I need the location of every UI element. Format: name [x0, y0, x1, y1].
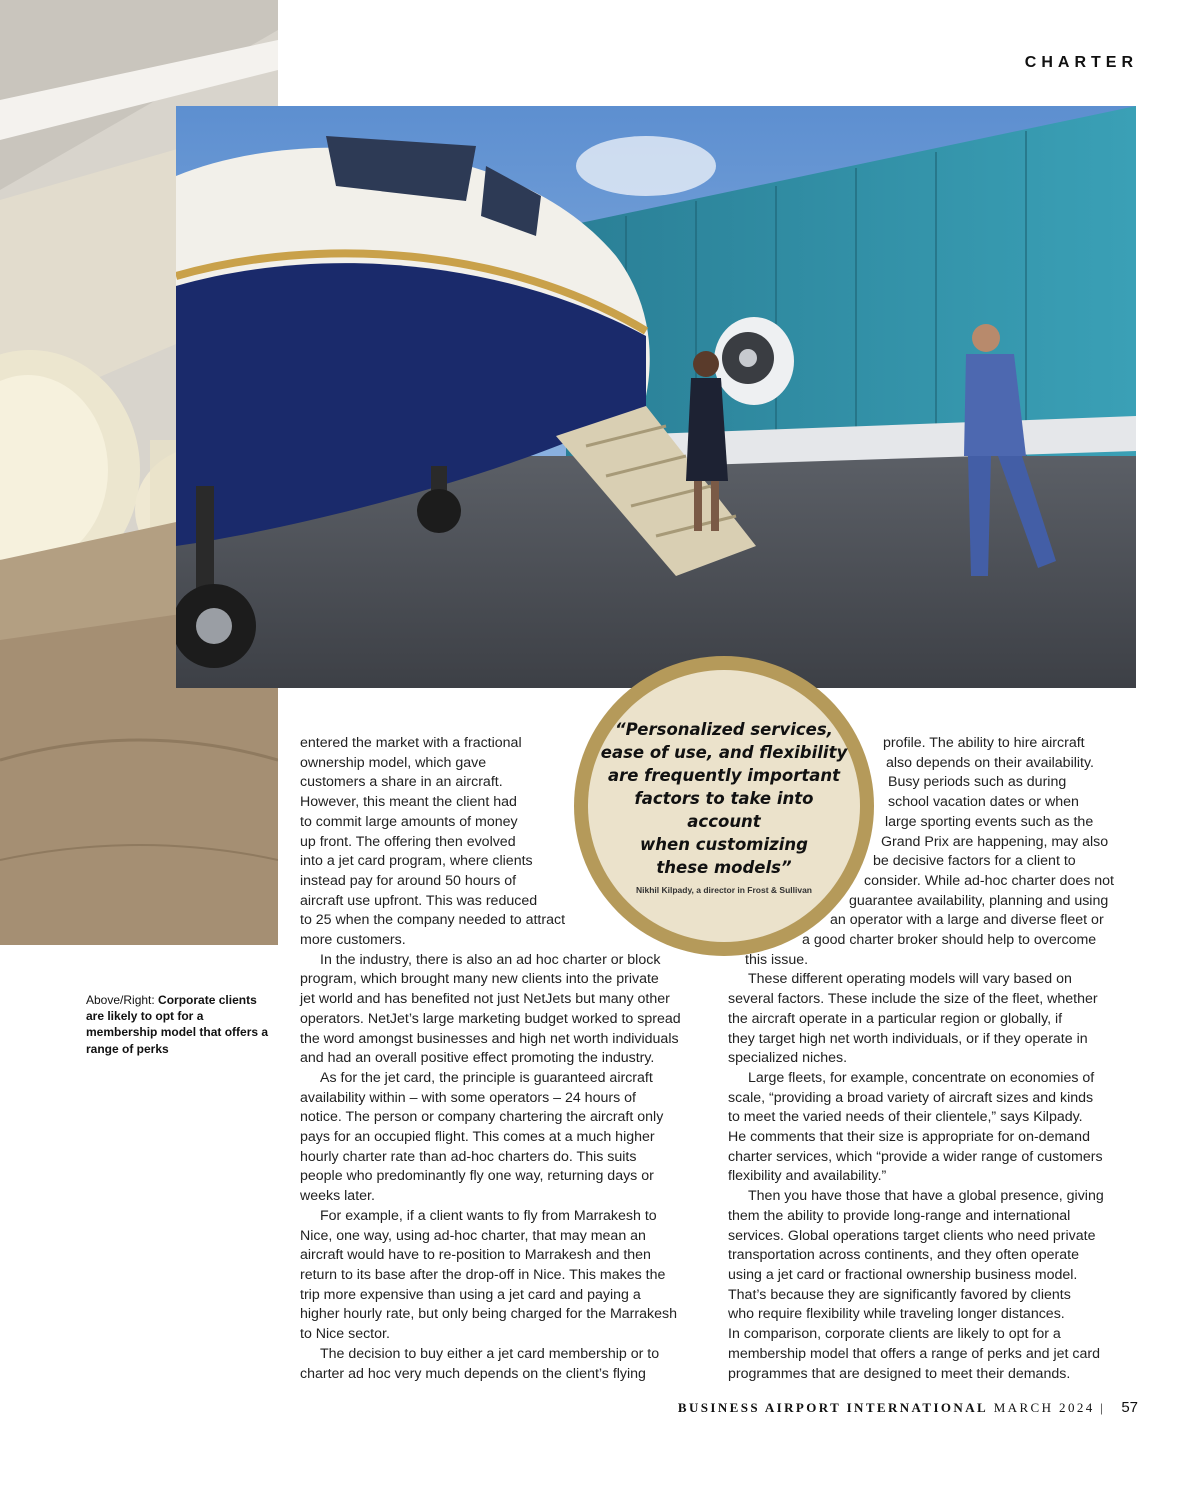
body-line: to commit large amounts of money: [300, 813, 518, 830]
body-line: pays for an occupied flight. This comes at a much higher: [300, 1129, 655, 1146]
body-line: more customers.: [300, 932, 406, 949]
body-line: trip more expensive than using a jet card and paying a: [300, 1286, 641, 1303]
body-line: ownership model, which gave: [300, 754, 487, 771]
pull-quote-line: these models”: [656, 858, 792, 877]
body-line: Large fleets, for example, concentrate on economies of: [748, 1069, 1095, 1086]
body-line: operators. NetJet’s large marketing budget worked to spread: [300, 1010, 681, 1027]
body-line: Grand Prix are happening, may also: [881, 833, 1109, 850]
body-line: aircraft use upfront. This was reduced: [300, 892, 538, 909]
pull-quote-line: when customizing: [640, 835, 808, 854]
body-line: several factors. These include the size of the fleet, whether: [728, 991, 1098, 1008]
body-line: guarantee availability, planning and using: [849, 892, 1109, 909]
body-line: into a jet card program, where clients: [300, 853, 533, 870]
body-line: programmes that are designed to meet their demands.: [728, 1365, 1071, 1382]
body-line: an operator with a large and diverse fleet or: [830, 912, 1104, 929]
body-line: large sporting events such as the: [885, 813, 1094, 830]
body-line: However, this meant the client had: [300, 794, 517, 811]
body-line: consider. While ad-hoc charter does not: [864, 872, 1114, 889]
body-line: also depends on their availability.: [886, 754, 1094, 771]
body-line: using a jet card or fractional ownership business model.: [728, 1266, 1078, 1283]
pull-quote-line: factors to take into account: [634, 789, 814, 831]
body-line: the word amongst businesses and high net worth individuals: [300, 1030, 679, 1047]
body-line: notice. The person or company chartering the aircraft only: [300, 1109, 664, 1126]
body-line: to Nice sector.: [300, 1326, 390, 1343]
body-line: Then you have those that have a global presence, giving: [748, 1188, 1104, 1205]
body-line: charter ad hoc very much depends on the client’s flying: [300, 1365, 646, 1382]
body-line: charter services, which “provide a wider range of customers: [728, 1148, 1103, 1165]
body-line: higher hourly rate, but only being charged for the Marrakesh: [300, 1306, 677, 1323]
body-line: profile. The ability to hire aircraft: [883, 735, 1085, 751]
body-line: availability within – with some operators – 24 hours of: [300, 1089, 636, 1106]
body-line: they target high net worth individuals, or if they operate in: [728, 1030, 1088, 1047]
page-footer: [678, 1399, 1138, 1416]
body-line: up front. The offering then evolved: [300, 833, 516, 850]
pull-quote-line: “Personalized services,: [615, 720, 833, 739]
body-line: In comparison, corporate clients are likely to opt for a: [728, 1326, 1061, 1343]
body-column-left: [300, 734, 681, 1384]
pull-quote-line: ease of use, and flexibility: [600, 743, 848, 762]
body-line: people who predominantly fly one way, returning days or: [300, 1168, 654, 1185]
body-line: customers a share in an aircraft.: [300, 774, 503, 791]
body-line: membership model that offers a range of perks and jet card: [728, 1345, 1100, 1362]
body-line: return to its base after the drop-off in Nice. This makes the: [300, 1266, 666, 1283]
body-line: jet world and has benefited not just NetJets but many other: [300, 991, 670, 1008]
body-line: the aircraft operate in a particular region or globally, if: [728, 1010, 1063, 1027]
body-line: hourly charter rate than ad-hoc charters do. This suits: [300, 1148, 637, 1165]
body-line: entered the market with a fractional: [300, 735, 522, 751]
body-line: specialized niches.: [728, 1050, 848, 1067]
body-line: this issue.: [745, 951, 809, 968]
pull-quote-attribution: Nikhil Kilpady, a director in Frost & Sullivan: [635, 885, 812, 895]
body-line: Nice, one way, using ad-hoc charter, that may mean an: [300, 1227, 646, 1244]
body-line: program, which brought many new clients into the private: [300, 971, 659, 988]
body-column-right: [728, 734, 1114, 1384]
body-line: aircraft would have to re-position to Marrakesh and then: [300, 1247, 651, 1264]
pull-quote-line: are frequently important: [607, 766, 841, 785]
body-line: transportation across continents, and they often operate: [728, 1247, 1079, 1264]
body-line: to meet the varied needs of their clientele,” says Kilpady.: [728, 1109, 1083, 1126]
body-line: As for the jet card, the principle is guaranteed aircraft: [320, 1069, 653, 1086]
body-line: to 25 when the company needed to attract: [300, 912, 566, 929]
page-number: 57: [1121, 1399, 1138, 1416]
footer-issue: MARCH 2024 |: [988, 1400, 1106, 1415]
jet-boarding-photo: [176, 106, 1136, 688]
body-line: instead pay for around 50 hours of: [300, 872, 517, 889]
body-line: The decision to buy either a jet card membership or to: [320, 1345, 660, 1362]
caption-prefix: Above/Right:: [86, 993, 159, 1007]
body-line: Busy periods such as during: [888, 774, 1067, 791]
body-line: and had an overall positive effect promoting the industry.: [300, 1050, 655, 1067]
body-line: scale, “providing a broad variety of aircraft sizes and kinds: [728, 1089, 1094, 1106]
body-line: flexibility and availability.”: [728, 1168, 887, 1185]
photo-caption: [86, 992, 276, 1057]
body-line: them the ability to provide long-range and international: [728, 1207, 1071, 1224]
body-line: services. Global operations target clients who need private: [728, 1227, 1096, 1244]
body-line: who require flexibility while traveling longer distances.: [728, 1306, 1065, 1323]
body-line: weeks later.: [300, 1188, 375, 1205]
body-line: For example, if a client wants to fly from Marrakesh to: [320, 1207, 657, 1224]
body-line: That’s because they are significantly favored by clients: [728, 1286, 1071, 1303]
body-line: He comments that their size is appropriate for on-demand: [728, 1129, 1090, 1146]
body-line: school vacation dates or when: [888, 794, 1079, 811]
caption-text: Corporate clients are likely to opt for a membership model that offers a range of perks: [86, 993, 269, 1056]
body-line: In the industry, there is also an ad hoc charter or block: [320, 951, 661, 968]
body-line: be decisive factors for a client to: [873, 853, 1076, 870]
body-line: These different operating models will vary based on: [748, 971, 1072, 988]
body-line: a good charter broker should help to overcome: [802, 932, 1097, 949]
footer-publication: BUSINESS AIRPORT INTERNATIONAL: [677, 1400, 989, 1415]
section-label: CHARTER: [1024, 54, 1138, 71]
